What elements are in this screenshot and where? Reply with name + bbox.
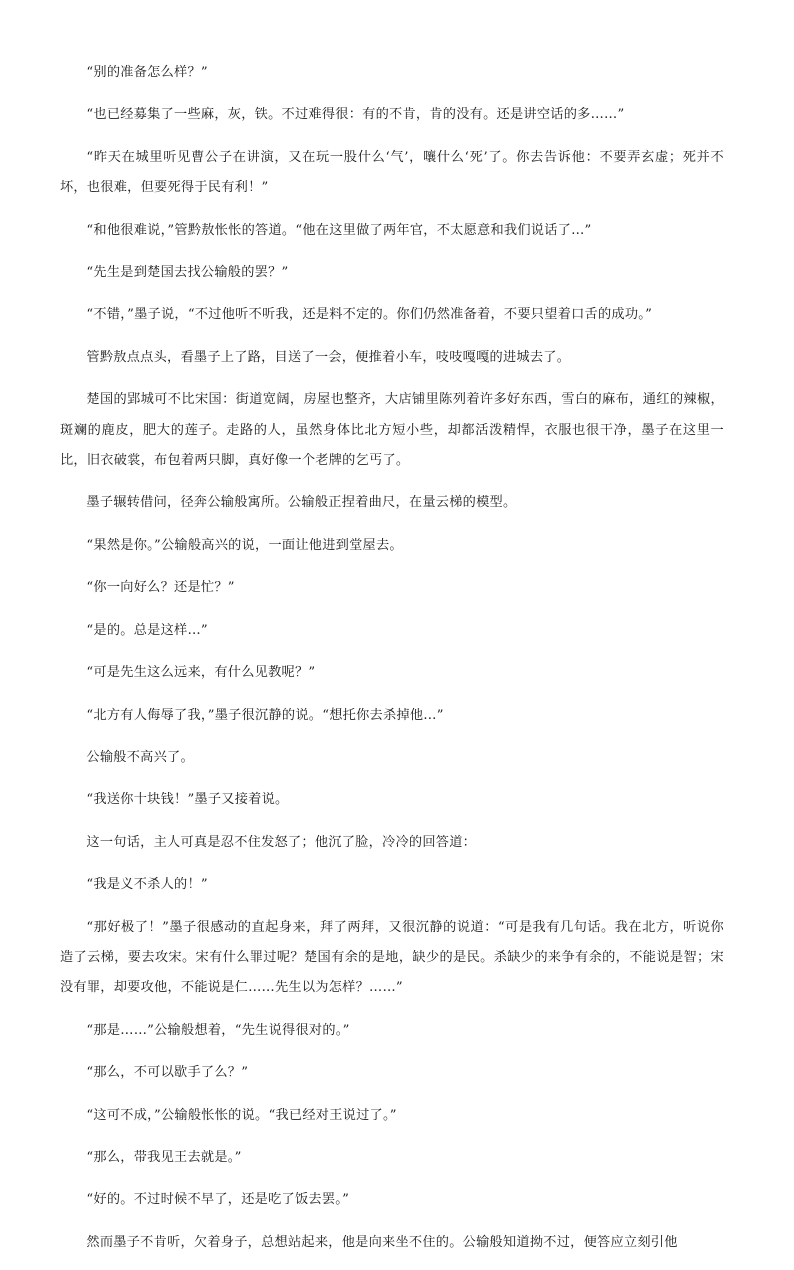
paragraph: 管黔敖点点头，看墨子上了路，目送了一会，便推着小车，吱吱嘎嘎的进城去了。 (86, 349, 571, 365)
paragraph: “别的准备怎么样？” (86, 65, 208, 80)
paragraph: “那好极了！”墨子很感动的直起身来，拜了两拜，又很沉静的说道：“可是我有几句话。我在北方，听说你造了云梯，要去攻宋。宋有什么罪过呢？楚国有余的是地，缺少的是民。杀缺少的来争有余的，不能说是智；宋没有罪，却要攻他，不能说是仁……先生以为怎样？……” (60, 919, 724, 996)
paragraph: “好的。不过时候不早了，还是吃了饭去罢。” (86, 1192, 350, 1208)
paragraph: “也已经募集了一些麻，灰，铁。不过难得很：有的不肯，肯的没有。还是讲空话的多……” (86, 107, 625, 123)
paragraph: 公输般不高兴了。 (86, 749, 194, 765)
paragraph: “昨天在城里听见曹公子在讲演，又在玩一股什么‘气’，嚷什么‘死’了。你去告诉他：不要弄玄虚；死并不坏，也很难，但要死得于民有利！” (60, 149, 724, 196)
paragraph: “先生是到楚国去找公输般的罢？” (86, 265, 289, 281)
paragraph: 墨子辗转借问，径奔公输般寓所。公输般正捏着曲尺，在量云梯的模型。 (86, 495, 517, 511)
paragraph: “那是……”公输般想着，“先生说得很对的。” (86, 1022, 350, 1038)
document-page (60, 58, 724, 1270)
paragraph: “是的。总是这样…” (86, 622, 208, 638)
paragraph: “那么，带我见王去就是。” (86, 1149, 242, 1165)
paragraph: “我是义不杀人的！” (86, 877, 208, 893)
paragraph: “可是先生这么远来，有什么见教呢？” (86, 665, 316, 681)
paragraph: “不错，”墨子说，“不过他听不听我，还是料不定的。你们仍然准备着，不要只望着口舌的成功。” (86, 307, 653, 323)
paragraph: 然而墨子不肯听，欠着身子，总想站起来，他是向来坐不住的。公输般知道拗不过，便答应立刻引他 (86, 1234, 678, 1250)
paragraph: “和他很难说，”管黔敖怅怅的答道。“他在这里做了两年官，不太愿意和我们说话了…” (86, 222, 592, 238)
paragraph: 楚国的郢城可不比宋国：街道宽阔，房屋也整齐，大店铺里陈列着许多好东西，雪白的麻布，通红的辣椒，斑斓的鹿皮，肥大的莲子。走路的人，虽然身体比北方短小些，却都活泼精悍，衣服也很干净，墨子在这里一比，旧衣破裳，布包着两只脚，真好像一个老牌的乞丐了。 (60, 392, 724, 469)
paragraph: “北方有人侮辱了我，”墨子很沉静的说。“想托你去杀掉他…” (86, 707, 444, 723)
paragraph: “我送你十块钱！”墨子又接着说。 (86, 792, 289, 808)
paragraph: “果然是你。”公输般高兴的说，一面让他进到堂屋去。 (86, 537, 403, 553)
paragraph: “那么，不可以歇手了么？” (86, 1065, 249, 1081)
paragraph: “这可不成，”公输般怅怅的说。“我已经对王说过了。” (86, 1107, 397, 1123)
paragraph: “你一向好么？还是忙？” (86, 580, 235, 596)
paragraph: 这一句话，主人可真是忍不住发怒了；他沉了脸，冷冷的回答道： (86, 834, 477, 850)
